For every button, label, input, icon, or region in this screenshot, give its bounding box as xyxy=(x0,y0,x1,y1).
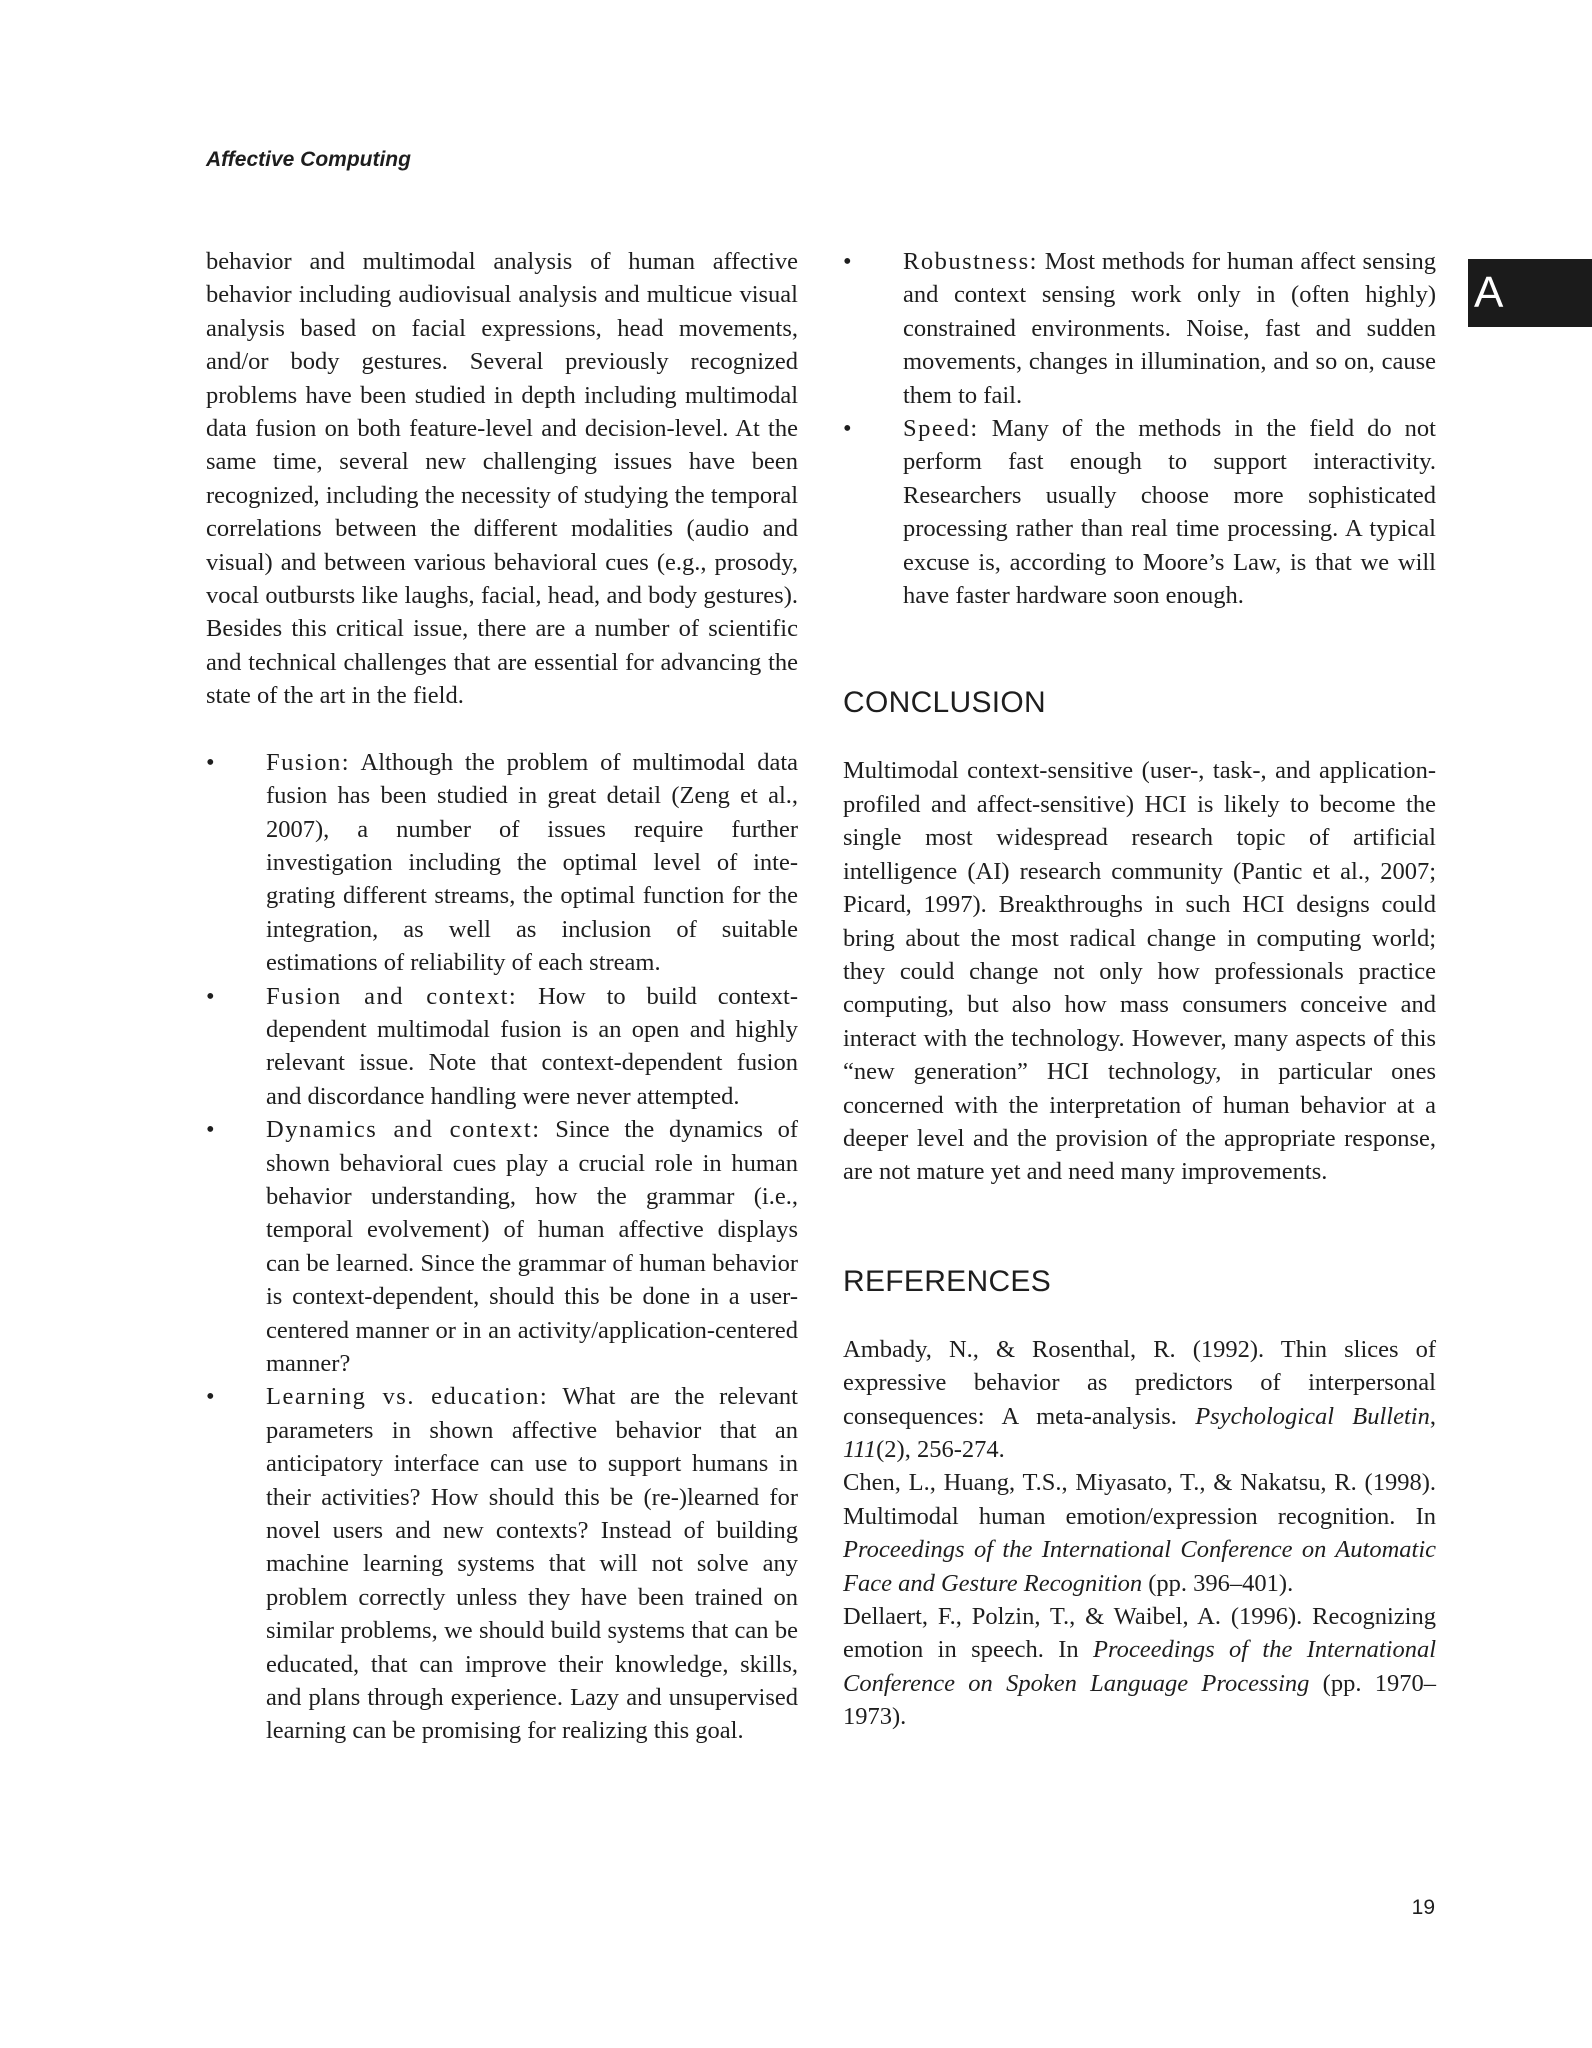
reference-item xyxy=(843,1600,1436,1734)
reference-text: (2), 256-274. xyxy=(876,1435,1005,1463)
bullet-icon: • xyxy=(843,248,852,275)
list-item-speed xyxy=(843,412,1436,612)
running-head: Affective Computing xyxy=(206,148,411,171)
item-term: Fusion: xyxy=(266,748,351,776)
page-number: 19 xyxy=(1411,1896,1435,1919)
reference-text: (pp. 396–401). xyxy=(1142,1569,1294,1597)
item-term: Learning vs. education: xyxy=(266,1383,549,1411)
bullet-icon: • xyxy=(206,748,215,776)
list-item-dynamics-context xyxy=(206,1113,798,1380)
reference-text: (pp. 1970–1973). xyxy=(843,1669,1436,1731)
item-term: Fusion and context: xyxy=(266,982,518,1010)
list-item-fusion-context xyxy=(206,980,798,1114)
conclusion-paragraph: Multimodal context-sensitive (user-, task-, and application-profiled and affect-sensitive) HCI is likely to become the single most widespread research topic of artificial intelligence (AI) research community (Pantic et al., 2007; Picard, 1997). Breakthroughs in such HCI designs could bring about the most radical change in computing world; they could change not only how professionals practice computing, but also how mass consumers conceive and interact with the technology. However, many aspects of this “new generation” HCI technology, in particular ones concerned with the interpretation of human behavior at a deeper level and the provision of the appropriate response, are not mature yet and need many improvements. xyxy=(843,757,1436,1186)
reference-item xyxy=(843,1333,1436,1467)
reference-proceedings: Proceedings of the International Conference on Spoken Language Processing xyxy=(843,1636,1437,1697)
spacer xyxy=(206,713,798,746)
list-item-learning-education xyxy=(206,1380,798,1747)
item-term: Dynamics and context: xyxy=(266,1116,541,1144)
bullet-icon: • xyxy=(206,1116,215,1144)
bullet-icon: • xyxy=(843,415,852,443)
reference-text: Ambady, N., & Rosenthal, R. (1992). Thin slices of expressive behavior as predictors of interpersonal consequences: A meta-analysis. xyxy=(843,1335,1436,1430)
thumb-index-tab: A xyxy=(1468,259,1592,327)
item-term: Robustness: xyxy=(903,248,1038,275)
reference-text: , xyxy=(1429,1402,1436,1430)
left-column xyxy=(206,245,798,1748)
bullet-icon: • xyxy=(206,982,215,1010)
bullet-icon: • xyxy=(206,1383,215,1411)
item-text: Although the problem of multimodal data fusion has been studied in great detail (Zeng et al., 2007), a number of issues require further investigation including the optimal level of integrating different streams, the optimal function for the integration, as well as inclusion of suitable estimations of reliability of each stream. xyxy=(266,748,798,977)
item-text: Since the dynamics of shown behavioral cues play a crucial role in human behavior understanding, how the grammar (i.e., temporal evolvement) of human affective displays can be learned. Since the grammar of human behavior is context-dependent, should this be done in a user-centered manner or in an activity/application-centered manner? xyxy=(266,1116,798,1377)
references-heading: REFERENCES xyxy=(843,1264,1052,1298)
reference-text: Chen, L., Huang, T.S., Miyasato, T., & Nakatsu, R. (1998). Multimodal human emotion/expression recognition. In xyxy=(843,1469,1436,1530)
item-text: What are the relevant parameters in shown affective behavior that an anticipatory interface can use to support humans in their activities? How should this be (re-)learned for novel users and new contexts? Instead of building machine learning systems that will not solve any problem correctly unless they have been trained on similar problems, we should build systems that can be educated, that can improve their knowledge, skills, and plans through experience. Lazy and unsupervised learning can be promising for realizing this goal. xyxy=(266,1383,798,1745)
item-text: How to build context-dependent multimodal fusion is an open and highly relevant issue. Note that context-dependent fusion and discordance handling were never attempted. xyxy=(266,982,798,1110)
reference-item xyxy=(843,1466,1436,1600)
list-item-fusion xyxy=(206,746,798,980)
intro-paragraph: behavior and multimodal analysis of human affective behavior including audiovisual analysis and multicue visual analysis based on facial expressions, head movements, and/or body gestures. Several previously recognized problems have been studied in depth including multimodal data fusion on both feature-level and decision-level. At the same time, several new challenging issues have been recognized, including the necessity of studying the temporal correlations between the different modalities (audio and visual) and between various behavioral cues (e.g., prosody, vocal outbursts like laughs, facial, head, and body gestures). Besides this critical issue, there are a number of scientific and technical challenges that are essential for advancing the state of the art in the field. xyxy=(206,248,798,710)
item-text: Many of the methods in the field do not perform fast enough to support interactivity. Researchers usually choose more sophisticated processing rather than real time processing. A typical excuse is, according to Moore’s Law, is that we will have faster hardware soon enough. xyxy=(903,415,1436,610)
item-text: Most methods for human affect sensing and context sensing work only in (often highly) constrained environments. Noise, fast and sudden movements, changes in illumination, and so on, cause them to fail. xyxy=(903,248,1436,409)
reference-journal: Psychological Bulletin xyxy=(1195,1402,1430,1430)
reference-volume: 111 xyxy=(843,1435,877,1463)
reference-proceedings: Proceedings of the International Conference on Automatic Face and Gesture Recognition xyxy=(843,1536,1436,1597)
right-column xyxy=(843,245,1436,1734)
item-term: Speed: xyxy=(903,415,979,443)
challenges-list-continued xyxy=(843,245,1436,612)
conclusion-heading: CONCLUSION xyxy=(843,686,1047,720)
reference-text: Dellaert, F., Polzin, T., & Waibel, A. (1996). Recognizing emotion in speech. In xyxy=(843,1603,1436,1664)
reference-list xyxy=(843,1333,1436,1734)
challenges-list xyxy=(206,746,798,1748)
list-item-robustness xyxy=(843,245,1436,412)
